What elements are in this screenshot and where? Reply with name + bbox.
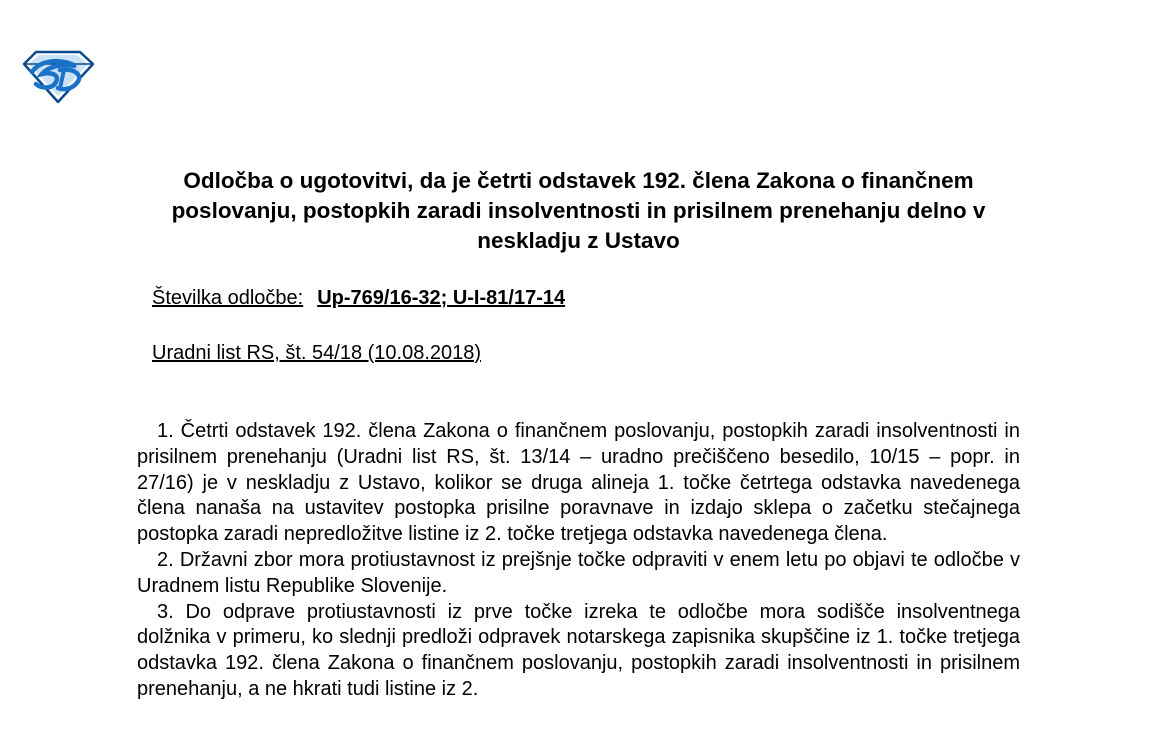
official-gazette-reference: Uradni list RS, št. 54/18 (10.08.2018) (152, 342, 482, 364)
paragraph-1: 1. Četrti odstavek 192. člena Zakona o finančnem poslovanju, postopkih zaradi insolventnosti in prisilnem prenehanju (Uradni list RS, št. 13/14 – uradno prečiščeno besedilo, 10/15 – popr. in 27/16) je v neskladju z Ustavo, kolikor se druga alineja 1. točke četrtega odstavka navedenega člena nanaša na ustavitev postopka prisilne poravnave in izdajo sklepa o začetku stečajnega postopka zaradi nepredložitve listine iz 2. točke tretjega odstavka navedenega člena. (137, 420, 1020, 546)
decision-body (137, 419, 1020, 703)
document-title: Odločba o ugotovitvi, da je četrti odstavek 192. člena Zakona o finančnem poslovanju, postopkih zaradi insolventnosti in prisilnem prenehanju delno v neskladju z Ustavo (171, 168, 986, 253)
decision-number-line (152, 286, 565, 310)
paragraph-2: 2. Državni zbor mora protiustavnost iz prejšnje točke odpraviti v enem letu po objavi te odločbe v Uradnem listu Republike Slovenije. (137, 548, 1020, 597)
court-shield-icon (20, 46, 96, 104)
decision-number-value: Up-769/16-32; U-I-81/17-14 (317, 287, 566, 309)
paragraph-3: 3. Do odprave protiustavnosti iz prve točke izreka te odločbe mora sodišče insolventnega dolžnika v primeru, ko slednji predloži odpravek notarskega zapisnika skupščine iz 1. točke tretjega odstavka 192. člena Zakona o finančnem poslovanju, postopkih zaradi insolventnosti in prisilnem prenehanju, a ne hkrati tudi listine iz 2. (137, 600, 1020, 700)
court-logo (20, 46, 96, 104)
decision-number-label: Številka odločbe: (152, 287, 304, 309)
